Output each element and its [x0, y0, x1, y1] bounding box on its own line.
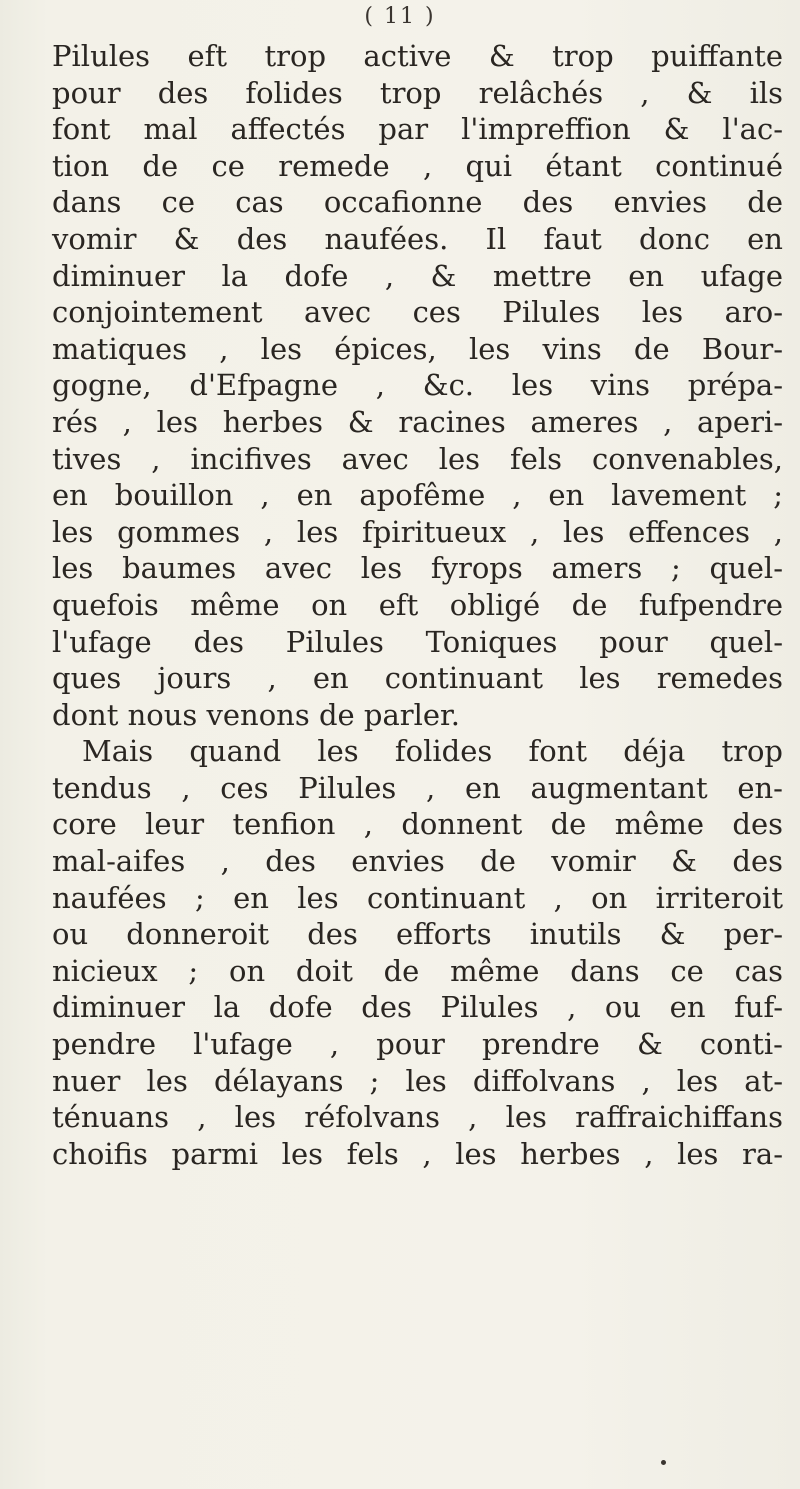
text-line: nicieux ; on doit de même dans ce cas	[52, 953, 783, 988]
text-line: gogne, d'Efpagne , &c. les vins prépa-	[52, 368, 783, 403]
text-line: Pilules eft trop active & trop puiffante	[52, 39, 783, 73]
page-number: ( 11 )	[364, 4, 436, 29]
ink-speck	[661, 1460, 666, 1465]
text-line: pendre l'ufage , pour prendre & conti-	[52, 1027, 783, 1062]
text-line: matiques , les épices, les vins de Bour-	[52, 331, 783, 366]
text-line: les gommes , les fpiritueux , les effences ,	[52, 514, 783, 549]
text-line: diminuer la dofe , & mettre en ufage	[52, 258, 783, 293]
text-line: l'ufage des Pilules Toniques pour quel-	[52, 624, 783, 659]
text-line: choifis parmi les fels , les herbes , les ra-	[52, 1136, 783, 1171]
text-line: tion de ce remede , qui étant continué	[52, 148, 783, 183]
text-line: ques jours , en continuant les remedes	[52, 661, 783, 696]
text-line: conjointement avec ces Pilules les aro-	[52, 295, 783, 330]
body-text	[52, 38, 792, 1172]
text-line: en bouillon , en apofême , en lavement ;	[52, 478, 783, 513]
text-line: les baumes avec les fyrops amers ; quel-	[52, 551, 783, 586]
text-line: quefois même on eft obligé de fufpendre	[52, 587, 783, 622]
text-line: rés , les herbes & racines ameres , aperi-	[52, 404, 783, 439]
text-line: mal-aifes , des envies de vomir & des	[52, 844, 783, 879]
text-line: dont nous venons de parler.	[52, 697, 460, 732]
text-line: font mal affectés par l'impreffion & l'ac-	[52, 112, 783, 147]
text-line: tives , incifives avec les fels convenables,	[52, 441, 783, 476]
text-line: naufées ; en les continuant , on irriteroit	[52, 880, 783, 915]
text-line: dans ce cas occafionne des envies de	[52, 185, 783, 220]
text-line: nuer les délayans ; les diffolvans , les at-	[52, 1063, 783, 1098]
text-line: Mais quand les folides font déja trop	[82, 734, 783, 769]
text-line: vomir & des naufées. Il faut donc en	[52, 221, 783, 256]
text-line: diminuer la dofe des Pilules , ou en fuf-	[52, 990, 783, 1025]
text-line: ou donneroit des efforts inutils & per-	[52, 917, 783, 952]
text-line: pour des folides trop relâchés , & ils	[52, 75, 783, 110]
text-line: tendus , ces Pilules , en augmentant en-	[52, 770, 783, 805]
text-line: ténuans , les réfolvans , les raffraichiffans	[52, 1100, 783, 1135]
text-line: core leur tenfion , donnent de même des	[52, 807, 783, 842]
